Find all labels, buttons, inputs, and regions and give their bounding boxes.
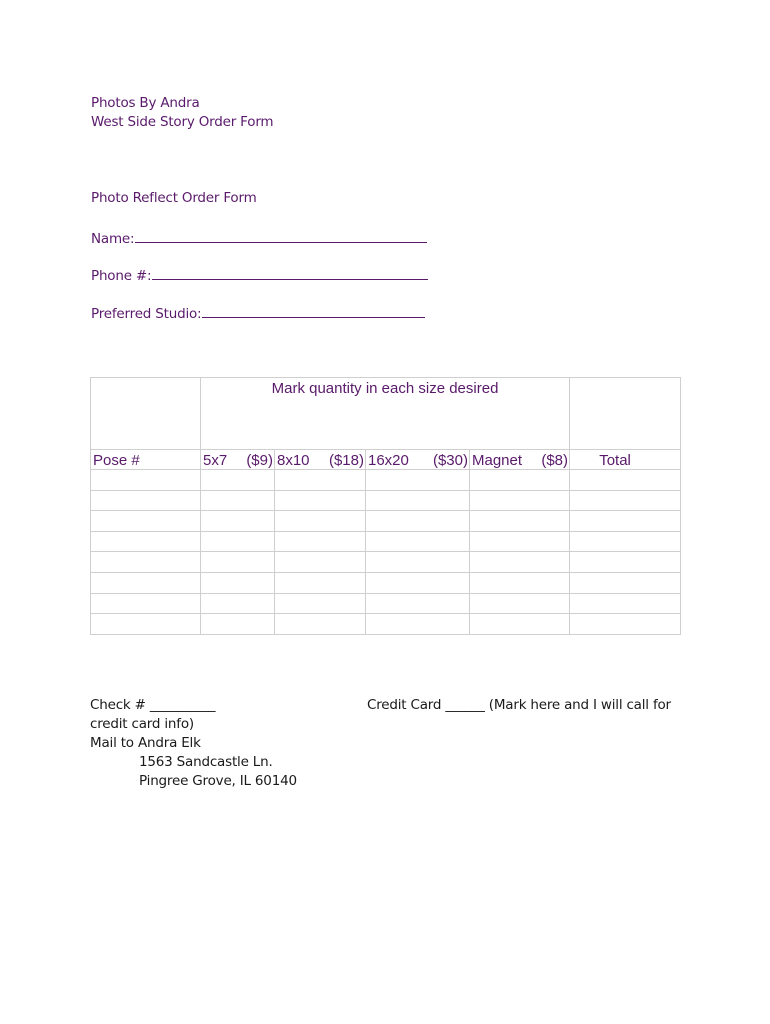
mail-label: Mail to Andra Elk [90,735,201,751]
mail-street: 1563 Sandcastle Ln. [139,754,273,770]
entry-cell[interactable] [570,490,681,511]
check-line[interactable]: Check # __________ [90,697,216,713]
entry-cell[interactable] [470,593,570,614]
entry-cell[interactable] [570,572,681,593]
entry-cell[interactable] [201,470,275,491]
col-5x7-price: ($9) [246,452,273,469]
entry-cell[interactable] [570,470,681,491]
table-cell [91,378,201,450]
entry-cell[interactable] [470,552,570,573]
entry-cell[interactable] [570,552,681,573]
table-row [91,614,681,635]
entry-cell[interactable] [366,511,470,532]
entry-cell[interactable] [366,490,470,511]
studio-field[interactable] [91,303,425,322]
entry-cell[interactable] [201,614,275,635]
table-row [91,490,681,511]
header-row [91,450,681,470]
col-5x7 [201,450,275,470]
entry-cell[interactable] [201,572,275,593]
section-title: Photo Reflect Order Form [91,190,257,206]
company-name: Photos By Andra [91,95,200,111]
entry-cell[interactable] [201,552,275,573]
entry-cell[interactable] [275,470,366,491]
entry-cell[interactable] [570,593,681,614]
entry-cell[interactable] [91,511,201,532]
entry-cell[interactable] [470,490,570,511]
entry-cell[interactable] [366,531,470,552]
col-16x20-price: ($30) [432,452,468,469]
table-row [91,572,681,593]
entry-cell[interactable] [91,531,201,552]
entry-cell[interactable] [366,470,470,491]
studio-input-line[interactable] [202,303,425,318]
table-row [91,470,681,491]
col-magnet-label: Magnet [472,452,523,469]
table-row [91,511,681,532]
name-label: Name: [91,231,135,247]
entry-cell[interactable] [91,552,201,573]
table-caption: Mark quantity in each size desired [271,380,499,397]
entry-cell[interactable] [470,614,570,635]
caption-row [91,378,681,450]
entry-cell[interactable] [275,531,366,552]
entry-cell[interactable] [570,614,681,635]
col-5x7-label: 5x7 [203,452,228,469]
entry-cell[interactable] [275,511,366,532]
entry-cell[interactable] [201,593,275,614]
credit-card-line[interactable]: Credit Card ______ (Mark here and I will call for [367,697,671,713]
entry-cell[interactable] [470,572,570,593]
name-input-line[interactable] [135,228,427,243]
entry-cell[interactable] [275,552,366,573]
table-caption-cell [201,378,570,450]
entry-cell[interactable] [570,531,681,552]
entry-cell[interactable] [366,552,470,573]
entry-cell[interactable] [91,572,201,593]
col-total-label: Total [599,452,631,469]
mail-city: Pingree Grove, IL 60140 [139,773,297,789]
order-table [90,377,681,635]
phone-input-line[interactable] [152,265,428,280]
credit-card-line-cont: credit card info) [90,716,194,732]
entry-cell[interactable] [91,614,201,635]
entry-cell[interactable] [366,593,470,614]
phone-field[interactable] [91,265,428,284]
entry-cell[interactable] [91,470,201,491]
entry-cell[interactable] [91,490,201,511]
table-row [91,593,681,614]
name-field[interactable] [91,228,427,247]
col-8x10-price: ($18) [328,452,364,469]
table-row [91,531,681,552]
phone-label: Phone #: [91,268,152,284]
col-pose-label: Pose # [93,452,140,469]
entry-cell[interactable] [91,593,201,614]
col-pose [91,450,201,470]
col-16x20-label: 16x20 [368,452,409,469]
col-8x10 [275,450,366,470]
col-magnet [470,450,570,470]
entry-cell[interactable] [275,490,366,511]
col-total [570,450,681,470]
entry-cell[interactable] [201,531,275,552]
table-row [91,552,681,573]
table-cell [570,378,681,450]
entry-cell[interactable] [570,511,681,532]
entry-cell[interactable] [275,572,366,593]
col-8x10-label: 8x10 [277,452,310,469]
entry-cell[interactable] [201,490,275,511]
entry-cell[interactable] [470,511,570,532]
col-magnet-price: ($8) [541,452,569,469]
studio-label: Preferred Studio: [91,306,202,322]
entry-cell[interactable] [201,511,275,532]
entry-cell[interactable] [275,614,366,635]
entry-cell[interactable] [470,531,570,552]
entry-cell[interactable] [366,614,470,635]
entry-cell[interactable] [275,593,366,614]
entry-cell[interactable] [470,470,570,491]
form-title: West Side Story Order Form [91,114,274,130]
entry-cell[interactable] [366,572,470,593]
col-16x20 [366,450,470,470]
